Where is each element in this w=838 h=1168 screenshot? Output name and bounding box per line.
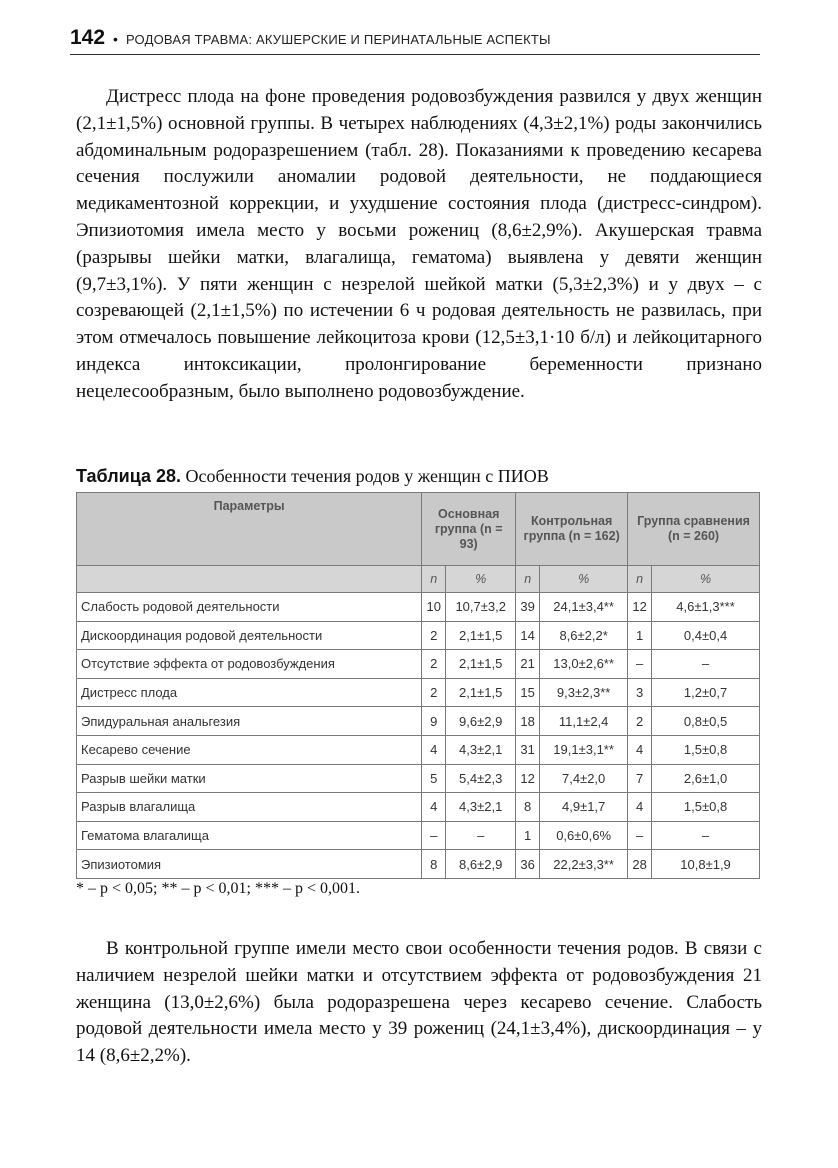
- table-cell: 4,6±1,3***: [652, 593, 760, 622]
- table-cell: 1,5±0,8: [652, 793, 760, 822]
- header-n: n: [628, 566, 652, 593]
- table-footnote: * – p < 0,05; ** – p < 0,01; *** – p < 0,001.: [76, 880, 360, 897]
- table-cell: 21: [516, 650, 540, 679]
- data-table: [76, 492, 760, 879]
- header-blank: [77, 566, 422, 593]
- table-row: [77, 650, 760, 679]
- table-cell: 4,3±2,1: [446, 735, 516, 764]
- table-cell: 8: [422, 850, 446, 879]
- row-parameter: Слабость родовой деятельности: [77, 593, 422, 622]
- table-row: [77, 821, 760, 850]
- table-cell: 3: [628, 678, 652, 707]
- page-header: [70, 26, 760, 55]
- page-number: 142: [70, 26, 106, 49]
- table-cell: 15: [516, 678, 540, 707]
- row-parameter: Кесарево сечение: [77, 735, 422, 764]
- table-cell: 36: [516, 850, 540, 879]
- header-pct: %: [446, 566, 516, 593]
- table-cell: 4: [422, 793, 446, 822]
- header-bullet: •: [113, 31, 118, 47]
- table-cell: 1,2±0,7: [652, 678, 760, 707]
- table-caption-label: Таблица 28.: [76, 466, 182, 486]
- table-row: [77, 850, 760, 879]
- table-cell: 31: [516, 735, 540, 764]
- table-cell: 28: [628, 850, 652, 879]
- table-row: [77, 764, 760, 793]
- table-cell: 18: [516, 707, 540, 736]
- header-pct: %: [540, 566, 628, 593]
- table-cell: 9,3±2,3**: [540, 678, 628, 707]
- table-cell: 4: [628, 735, 652, 764]
- header-pct: %: [652, 566, 760, 593]
- table-row: [77, 621, 760, 650]
- paragraph-1: Дистресс плода на фоне проведения родовозбуждения развился у двух женщин (2,1±1,5%) основной группы. В четырех наблюдениях (4,3±2,1%) роды закончились абдоминальным родоразрешением (табл. 28). Показаниями к проведению кесарева сечения послужили аномалии родовой деятельности, не поддающиеся медикаментозной коррекции, и ухудшение состояния плода (дистресс-синдром). Эпизиотомия имела место у восьми рожениц (8,6±2,9%). Акушерская травма (разрывы шейки матки, влагалища, гематома) выявлена у девяти женщин (9,7±3,1%). У пяти женщин с незрелой шейкой матки (5,3±2,3%) и у двух – с созревающей (2,1±1,5%) по истечении 6 ч родовая деятельность не развилась, при этом отмечалось повышение лейкоцитоза крови (12,5±3,1·10 б/л) и лейкоцитарного индекса интоксикации, пролонгирование беременности признано нецелесообразным, было выполнено родовозбуждение.: [76, 86, 762, 402]
- table-row: [77, 793, 760, 822]
- table-cell: 8: [516, 793, 540, 822]
- table-row: [77, 593, 760, 622]
- table-cell: –: [422, 821, 446, 850]
- row-parameter: Гематома влагалища: [77, 821, 422, 850]
- table-cell: 11,1±2,4: [540, 707, 628, 736]
- table-cell: 10,8±1,9: [652, 850, 760, 879]
- table-cell: 2,1±1,5: [446, 650, 516, 679]
- table-row: [77, 735, 760, 764]
- row-parameter: Дискоординация родовой деятельности: [77, 621, 422, 650]
- table-cell: 4: [422, 735, 446, 764]
- header-n: n: [516, 566, 540, 593]
- table-cell: 4,3±2,1: [446, 793, 516, 822]
- table-cell: 13,0±2,6**: [540, 650, 628, 679]
- table-cell: 0,8±0,5: [652, 707, 760, 736]
- row-parameter: Дистресс плода: [77, 678, 422, 707]
- table-cell: 4,9±1,7: [540, 793, 628, 822]
- table-row: [77, 707, 760, 736]
- row-parameter: Разрыв влагалища: [77, 793, 422, 822]
- paragraph-2: В контрольной группе имели место свои особенности течения родов. В связи с наличием незрелой шейки матки и отсутствием эффекта от родовозбуждения 21 женщина (13,0±2,6%) была родоразрешена через кесарево сечение. Слабость родовой деятельности имела место у 39 рожениц (24,1±3,4%), дискоординация – у 14 (8,6±2,2%).: [76, 938, 762, 1067]
- table-cell: 7,4±2,0: [540, 764, 628, 793]
- table-cell: 0,6±0,6%: [540, 821, 628, 850]
- table-cell: 7: [628, 764, 652, 793]
- table-cell: 4: [628, 793, 652, 822]
- table-cell: 2,1±1,5: [446, 678, 516, 707]
- table-cell: –: [628, 650, 652, 679]
- table-cell: 2: [422, 621, 446, 650]
- row-parameter: Эпидуральная анальгезия: [77, 707, 422, 736]
- header-group-comparison: Группа сравнения (n = 260): [628, 493, 760, 566]
- table-cell: 2: [422, 678, 446, 707]
- table-cell: 24,1±3,4**: [540, 593, 628, 622]
- table-cell: 19,1±3,1**: [540, 735, 628, 764]
- table-cell: 14: [516, 621, 540, 650]
- table-cell: 22,2±3,3**: [540, 850, 628, 879]
- table-cell: 39: [516, 593, 540, 622]
- table-cell: 10,7±3,2: [446, 593, 516, 622]
- running-title: РОДОВАЯ ТРАВМА: АКУШЕРСКИЕ И ПЕРИНАТАЛЬНЫЕ АСПЕКТЫ: [125, 32, 551, 47]
- table-cell: 2: [628, 707, 652, 736]
- table-cell: –: [446, 821, 516, 850]
- table-cell: 5: [422, 764, 446, 793]
- table-cell: 9,6±2,9: [446, 707, 516, 736]
- table-cell: –: [652, 821, 760, 850]
- header-n: n: [422, 566, 446, 593]
- header-params: Параметры: [77, 493, 422, 566]
- table-cell: –: [628, 821, 652, 850]
- table-cell: 2,6±1,0: [652, 764, 760, 793]
- row-parameter: Эпизиотомия: [77, 850, 422, 879]
- header-group-main: Основная группа (n = 93): [422, 493, 516, 566]
- row-parameter: Разрыв шейки матки: [77, 764, 422, 793]
- table-cell: 8,6±2,9: [446, 850, 516, 879]
- table-cell: 5,4±2,3: [446, 764, 516, 793]
- table-cell: 12: [516, 764, 540, 793]
- table-cell: 1,5±0,8: [652, 735, 760, 764]
- table-caption: [76, 466, 762, 487]
- table-cell: –: [652, 650, 760, 679]
- table-row: [77, 678, 760, 707]
- table-cell: 2,1±1,5: [446, 621, 516, 650]
- table-cell: 8,6±2,2*: [540, 621, 628, 650]
- table-cell: 2: [422, 650, 446, 679]
- table-cell: 10: [422, 593, 446, 622]
- table-cell: 1: [516, 821, 540, 850]
- table-cell: 9: [422, 707, 446, 736]
- table-cell: 0,4±0,4: [652, 621, 760, 650]
- row-parameter: Отсутствие эффекта от родовозбуждения: [77, 650, 422, 679]
- table-caption-text: Особенности течения родов у женщин с ПИОВ: [181, 466, 549, 486]
- table-cell: 12: [628, 593, 652, 622]
- table-cell: 1: [628, 621, 652, 650]
- header-group-control: Контрольная группа (n = 162): [516, 493, 628, 566]
